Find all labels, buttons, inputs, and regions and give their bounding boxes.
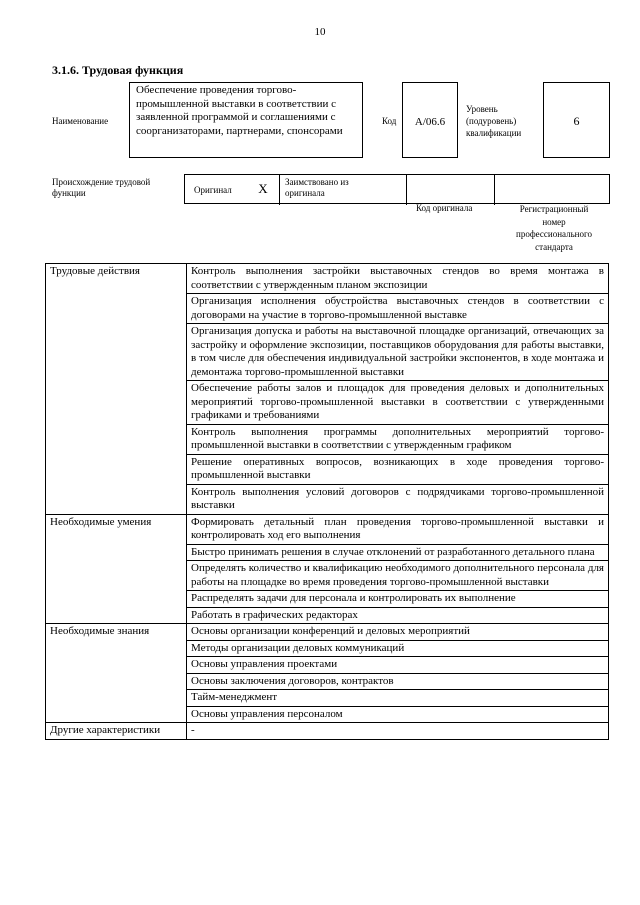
item-cell: Решение оперативных вопросов, возникающих в ходе проведения торгово-промышленной выставки	[187, 454, 609, 484]
item-cell: Работать в графических редакторах	[187, 607, 609, 624]
section-heading: 3.1.6. Трудовая функция	[52, 63, 184, 77]
item-cell: Распределять задачи для персонала и контролировать их выполнение	[187, 591, 609, 608]
item-cell: Обеспечение работы залов и площадок для проведения деловых и дополнительных мероприятий торгово-промышленной выставки в соответствии с утвержденными графиками и требованиями	[187, 381, 609, 425]
origin-code-cell	[406, 175, 494, 205]
level-value-box: 6	[543, 82, 610, 158]
code-original-caption: Код оригинала	[416, 203, 473, 213]
code-label: Код	[382, 116, 397, 126]
item-cell: Контроль выполнения условий договоров с подрядчиками торгово-промышленной выставки	[187, 484, 609, 514]
item-cell: Контроль выполнения программы дополнительных мероприятий торгово-промышленной выставки в соответствии с утвержденным графиком	[187, 424, 609, 454]
category-cell: Другие характеристики	[46, 723, 187, 740]
reg-number-caption: Регистрационный номер профессионального стандарта	[516, 204, 592, 252]
origin-mark-cell: X	[258, 181, 268, 196]
function-details-table	[45, 263, 609, 740]
item-cell: Организация исполнения обустройства выставочных стендов в соответствии с договорами на участие в торгово-промышленной выставке	[187, 294, 609, 324]
level-label: Уровень (подуровень) квалификации	[466, 104, 522, 138]
category-cell: Необходимые умения	[46, 514, 187, 624]
code-value-box: А/06.6	[402, 82, 458, 158]
table-row	[46, 514, 609, 544]
item-cell: Контроль выполнения застройки выставочных стендов во время монтажа в соответствии с утвержденным планом экспозиции	[187, 264, 609, 294]
item-cell: Основы заключения договоров, контрактов	[187, 673, 609, 690]
item-cell: Основы управления персоналом	[187, 706, 609, 723]
origin-borrowed-cell: Заимствовано из оригинала	[279, 175, 406, 205]
category-cell: Необходимые знания	[46, 624, 187, 723]
table-row	[46, 723, 609, 740]
table-row	[46, 264, 609, 294]
page-number: 10	[314, 26, 326, 38]
table-row	[46, 624, 609, 641]
origin-row	[184, 174, 610, 204]
item-cell: Методы организации деловых коммуникаций	[187, 640, 609, 657]
item-cell: Определять количество и квалификацию необходимого дополнительного персонала для работы на площадке во время проведения торгово-промышленной выставки	[187, 561, 609, 591]
origin-label: Происхождение трудовой функции	[52, 177, 151, 198]
item-cell: Тайм-менеджмент	[187, 690, 609, 707]
item-cell: -	[187, 723, 609, 740]
item-cell: Основы организации конференций и деловых мероприятий	[187, 624, 609, 641]
item-cell: Основы управления проектами	[187, 657, 609, 674]
item-cell: Организация допуска и работы на выставочной площадке организаций, отвечающих за застройку и оформление экспозиции, поставщиков оборудования для работы выставки, в том числе для обеспечения индивидуальной застройки экспонентов, в ходе монтажа и демонтажа торгово-промышленной выставки	[187, 324, 609, 381]
item-cell: Быстро принимать решения в случае отклонений от разработанного детального плана	[187, 544, 609, 561]
item-cell: Формировать детальный план проведения торгово-промышленной выставки и контролировать ход его выполнения	[187, 514, 609, 544]
category-cell: Трудовые действия	[46, 264, 187, 515]
origin-reg-cell	[494, 175, 611, 205]
origin-original-cell: Оригинал	[194, 185, 232, 195]
name-label: Наименование	[52, 116, 109, 126]
function-name-box: Обеспечение проведения торгово-промышленной выставки в соответствии с заявленной программой и соглашениями с соорганизаторами, партнерами, спонсорами	[129, 82, 363, 158]
